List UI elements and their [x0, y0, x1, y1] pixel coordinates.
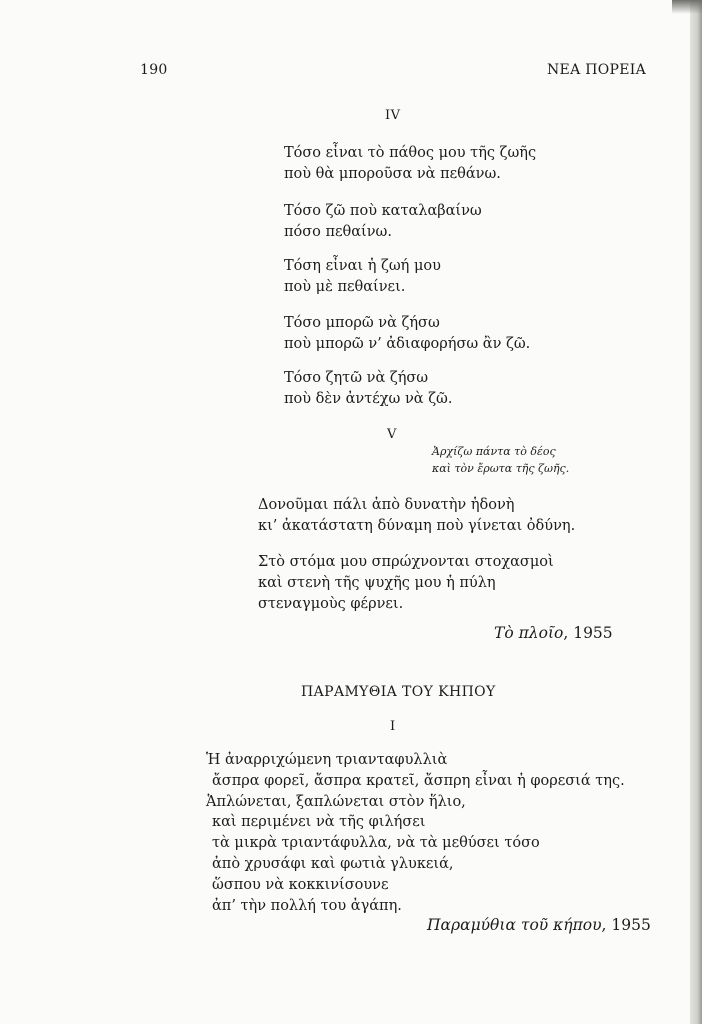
verse-line: Δονοῦμαι πάλι ἀπὸ δυνατὴν ἡδονὴ	[258, 497, 515, 513]
source-year: , 1955	[563, 624, 613, 642]
verse-line: Τόσο ζῶ ποὺ καταλαβαίνω	[284, 203, 482, 219]
section-numeral-i: I	[390, 719, 396, 734]
source-citation-2	[427, 916, 651, 934]
verse-line: Τόση εἶναι ἡ ζωή μου	[284, 258, 441, 274]
stanza-iv-1	[284, 143, 536, 185]
page-edge	[690, 0, 702, 1024]
stanza-v-2	[258, 552, 554, 615]
stanza-v-1	[258, 495, 575, 537]
source-citation-1	[494, 624, 613, 642]
verse-line: Ἁπλώνεται, ξαπλώνεται στὸν ἥλιο,	[206, 793, 466, 810]
verse-line: ὥσπου νὰ κοκκινίσουνε	[212, 876, 389, 893]
verse-line: ἄσπρα φορεῖ, ἄσπρα κρατεῖ, ἄσπρη εἶναι ἡ φορεσιά της.	[212, 772, 625, 789]
running-title: ΝΕΑ ΠΟΡΕΙΑ	[547, 62, 646, 78]
verse-line: στεναγμοὺς φέρνει.	[258, 596, 404, 612]
section-title: ΠΑΡΑΜΥΘΙΑ ΤΟΥ ΚΗΠΟΥ	[301, 684, 496, 700]
stanza-iv-3	[284, 256, 441, 298]
stanza-iv-4	[284, 313, 530, 355]
verse-line: Τόσο ζητῶ νὰ ζήσω	[284, 370, 429, 386]
page-number: 190	[140, 62, 168, 78]
verse-line: ποὺ μπορῶ ν’ ἀδιαφορήσω ἂν ζῶ.	[284, 336, 531, 352]
verse-line: Στὸ στόμα μου σπρώχνονται στοχασμοὶ	[258, 554, 554, 570]
verse-line: ἀπ’ τὴν πολλή του ἀγάπη.	[212, 897, 402, 914]
source-title: Τὸ πλοῖο	[494, 624, 564, 642]
verse-line: τὰ μικρὰ τριαντάφυλλα, νὰ τὰ μεθύσει τόσο	[212, 835, 540, 852]
verse-line: Τόσο εἶναι τὸ πάθος μου τῆς ζωῆς	[284, 145, 537, 161]
epigraph-line: καὶ τὸν ἔρωτα τῆς ζωῆς.	[432, 462, 570, 475]
verse-line: κι’ ἀκατάστατη δύναμη ποὺ γίνεται ὀδύνη.	[258, 518, 576, 534]
section-numeral-v: V	[387, 427, 397, 442]
epigraph-line: Ἀρχίζω πάντα τὸ δέος	[432, 445, 556, 458]
verse-line: ἀπὸ χρυσάφι καὶ φωτιὰ γλυκειά,	[212, 855, 454, 872]
verse-line: ποὺ μὲ πεθαίνει.	[284, 279, 406, 295]
page-corner-shadow	[672, 0, 702, 14]
section-numeral-iv: IV	[385, 108, 401, 123]
verse-line: καὶ περιμένει νὰ τῆς φιλήσει	[212, 814, 426, 831]
poem-garden	[206, 750, 625, 916]
verse-line: καὶ στενὴ τῆς ψυχῆς μου ἡ πύλη	[258, 575, 496, 591]
verse-line: ποὺ θὰ μποροῦσα νὰ πεθάνω.	[284, 166, 501, 182]
verse-line: ποὺ δὲν ἀντέχω νὰ ζῶ.	[284, 391, 453, 407]
verse-line: Τόσο μπορῶ νὰ ζήσω	[284, 315, 440, 331]
verse-line: πόσο πεθαίνω.	[284, 224, 392, 240]
source-title: Παραμύθια τοῦ κήπου	[427, 916, 602, 934]
verse-line: Ἡ ἀναρριχώμενη τριανταφυλλιὰ	[206, 752, 448, 768]
stanza-iv-5	[284, 368, 453, 410]
source-year: , 1955	[601, 916, 651, 934]
epigraph	[432, 443, 569, 477]
stanza-iv-2	[284, 201, 482, 243]
